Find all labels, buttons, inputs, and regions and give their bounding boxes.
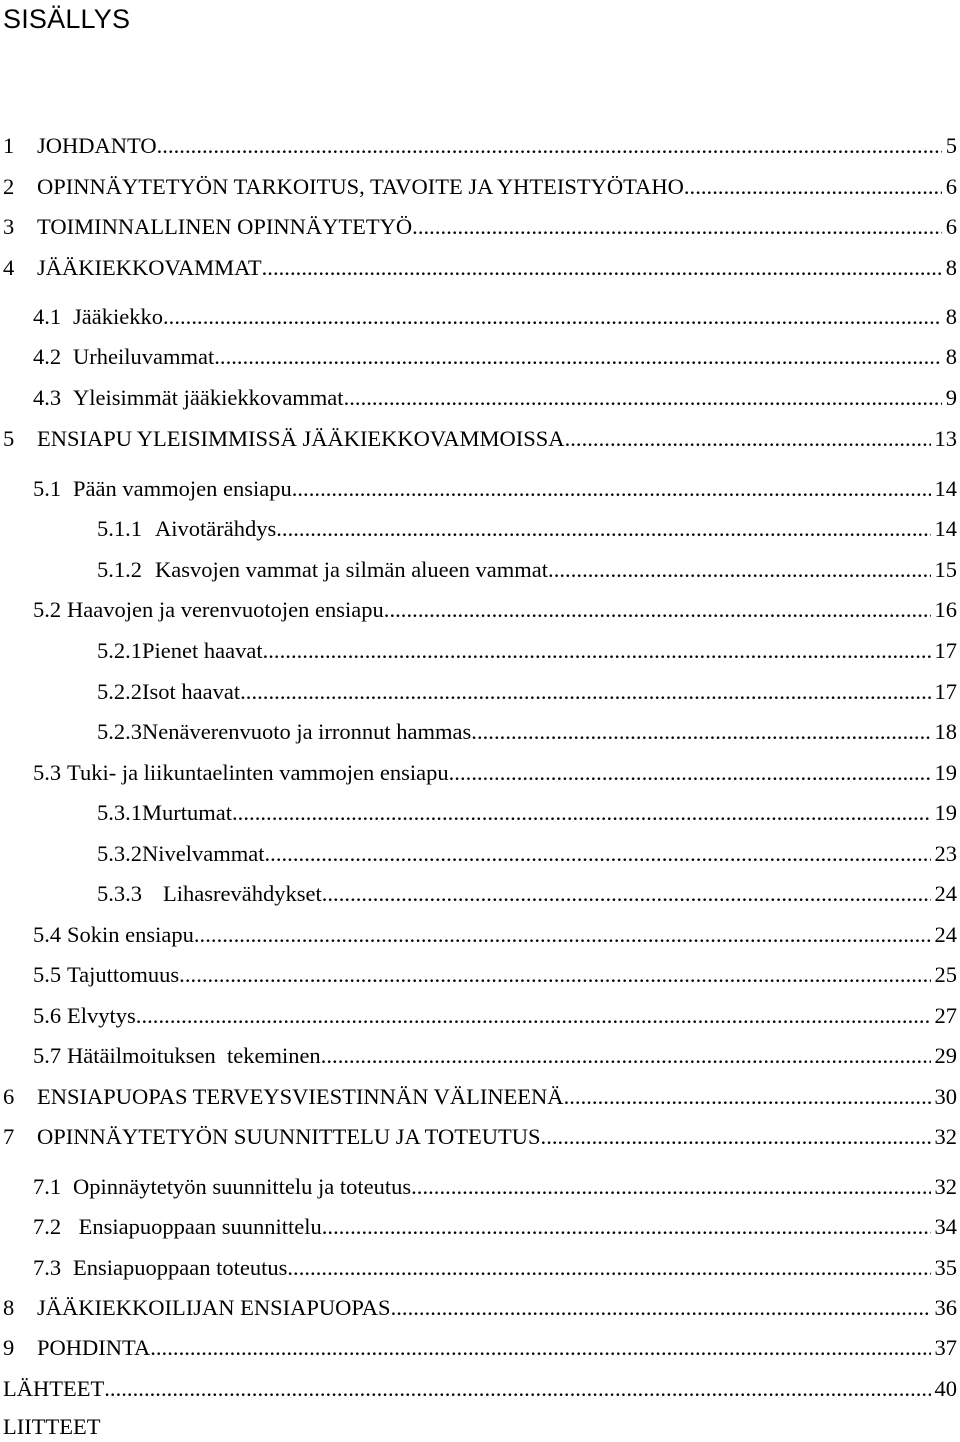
toc-entry-page: 35 [934,1255,957,1280]
toc-entry[interactable] [33,1253,957,1283]
toc-leader-dots [276,514,930,544]
toc-leader-dots [150,1333,930,1363]
toc-entry-label: JÄÄKIEKKOVAMMAT [37,255,262,280]
toc-entry-number: 5 [3,426,15,451]
toc-entry[interactable] [33,1001,957,1031]
toc-appendix-label[interactable]: LIITTEET [3,1414,101,1439]
toc-leader-dots [136,1001,931,1031]
toc-entry[interactable] [3,1082,957,1112]
toc-leader-dots [565,424,931,454]
toc-entry[interactable] [97,798,957,828]
toc-entry-label: OPINNÄYTETYÖN SUUNNITTELU JA TOTEUTUS [37,1124,541,1149]
toc-entry-page: 6 [945,214,957,239]
toc-entry-label: Ensiapuoppaan toteutus [73,1255,288,1280]
toc-entry-number: 5.1.2 [97,557,142,582]
toc-entry-number: 8 [3,1295,15,1320]
toc-leader-dots [564,1082,931,1112]
toc-entry-label: Tuki- ja liikuntaelinten vammojen ensiapu [67,760,449,785]
toc-entry-page: 16 [934,597,957,622]
toc-entry-label: Pään vammojen ensiapu [73,476,292,501]
toc-entry-page: 18 [934,719,957,744]
toc-entry-page: 19 [934,800,957,825]
toc-leader-dots [104,1374,930,1404]
toc-entry-label: ENSIAPU YLEISIMMISSÄ JÄÄKIEKKOVAMMOISSA [37,426,565,451]
toc-entry[interactable] [97,839,957,869]
toc-leader-dots [541,1122,931,1152]
toc-entry-page: 34 [934,1214,957,1239]
toc-entry-page: 17 [934,679,957,704]
toc-entry-label: Yleisimmät jääkiekkovammat [73,385,344,410]
toc-entry-page: 29 [934,1043,957,1068]
toc-entry-number: 5.3.2 [97,841,142,866]
toc-entry-page: 32 [934,1124,957,1149]
toc-leader-dots [214,342,942,372]
toc-leader-dots [412,212,942,242]
toc-entry-page: 15 [934,557,957,582]
toc-leader-dots [163,302,942,332]
toc-entry[interactable] [3,253,957,283]
toc-leader-dots [179,960,930,990]
toc-entry-number: 1 [3,133,15,158]
toc-leader-dots [232,798,931,828]
toc-entry[interactable] [33,383,957,413]
toc-leader-dots [264,839,930,869]
toc-entry[interactable] [3,1333,957,1363]
toc-entry-page: 8 [945,344,957,369]
toc-entry-page: 8 [945,304,957,329]
toc-entry-number: 3 [3,214,15,239]
toc-entry-label: Urheiluvammat [73,344,215,369]
toc-entry-label: Opinnäytetyön suunnittelu ja toteutus [73,1174,412,1199]
toc-entry-page: 6 [945,174,957,199]
toc-entry[interactable] [97,717,957,747]
toc-leader-dots [322,879,931,909]
toc-entry[interactable] [97,677,957,707]
toc-entry-label: Nivelvammat [142,841,265,866]
toc-entry-page: 14 [934,516,957,541]
toc-leader-dots [287,1253,930,1283]
toc-entry-page: 5 [945,133,957,158]
toc-entry-page: 17 [934,638,957,663]
toc-entry-label: Haavojen ja verenvuotojen ensiapu [67,597,384,622]
page-title: SISÄLLYS [3,4,131,34]
toc-entry-page: 36 [934,1295,957,1320]
toc-entry-number: 7.3 [33,1255,62,1280]
toc-entry-label: JOHDANTO [37,133,157,158]
toc-entry-label: Isot haavat [142,679,241,704]
toc-entry-label: Pienet haavat [142,638,263,663]
toc-entry[interactable] [33,960,957,990]
toc-entry-page: 14 [934,476,957,501]
toc-leader-dots [344,383,942,413]
toc-leader-dots [471,717,930,747]
toc-entry-number: 5.2.3 [97,719,142,744]
toc-leader-dots [321,1041,931,1071]
toc-entry-number: 4 [3,255,15,280]
toc-entry[interactable] [3,1374,957,1404]
toc-leader-dots [684,172,942,202]
toc-entry-page: 13 [934,426,957,451]
toc-entry[interactable] [33,1212,957,1242]
toc-entry-page: 8 [945,255,957,280]
toc-entry-page: 30 [934,1084,957,1109]
toc-entry[interactable] [3,1293,957,1323]
toc-entry[interactable] [33,1041,957,1071]
toc-entry-page: 19 [934,760,957,785]
toc-leader-dots [262,253,942,283]
toc-entry[interactable] [33,920,957,950]
toc-entry-number: 7 [3,1124,15,1149]
toc-entry-number: 5.1.1 [97,516,142,541]
toc-entry[interactable] [97,555,957,585]
toc-entry-number: 4.2 [33,344,62,369]
toc-entry-number: 7.2 [33,1214,62,1239]
toc-entry-label: Tajuttomuus [67,962,180,987]
toc-entry[interactable] [33,758,957,788]
toc-entry-number: 2 [3,174,15,199]
toc-entry-page: 23 [934,841,957,866]
toc-entry-page: 40 [934,1376,957,1401]
toc-entry[interactable] [33,1172,957,1202]
toc-entry-label: TOIMINNALLINEN OPINNÄYTETYÖ [37,214,413,239]
toc-entry-number: 5.3.1 [97,800,142,825]
toc-leader-dots [391,1293,931,1323]
toc-entry-number: 5.7 [33,1043,62,1068]
toc-entry[interactable] [3,212,957,242]
toc-entry-number: 5.2.2 [97,679,142,704]
toc-entry-label: Lihasrevähdykset [163,881,322,906]
toc-entry-label: Elvytys [67,1003,136,1028]
toc-entry-page: 27 [934,1003,957,1028]
toc-entry-label: Hätäilmoituksen tekeminen [67,1043,321,1068]
toc-entry[interactable] [97,514,957,544]
toc-leader-dots [263,636,931,666]
toc-leader-dots [157,131,942,161]
toc-entry-page: 37 [934,1335,957,1360]
toc-entry-number: 4.3 [33,385,62,410]
toc-entry[interactable] [3,1122,957,1152]
toc-entry-label: Jääkiekko [73,304,163,329]
toc-entry[interactable] [33,342,957,372]
toc-entry[interactable] [97,879,957,909]
toc-leader-dots [322,1212,931,1242]
toc-entry[interactable] [3,131,957,161]
toc-leader-dots [384,595,931,625]
toc-leader-dots [411,1172,930,1202]
toc-entry-label: Murtumat [142,800,232,825]
toc-entry-number: 5.6 [33,1003,62,1028]
toc-entry-page: 25 [934,962,957,987]
toc-entry-label: Aivotärähdys [155,516,277,541]
toc-entry-number: 5.2.1 [97,638,142,663]
toc-leader-dots [194,920,931,950]
toc-entry-number: 5.5 [33,962,62,987]
toc-entry-number: 4.1 [33,304,62,329]
toc-entry-number: 5.1 [33,476,62,501]
toc-entry[interactable] [3,424,957,454]
toc-entry-number: 5.3.3 [97,881,142,906]
toc-leader-dots [292,474,931,504]
toc-entry-number: 9 [3,1335,15,1360]
toc-entry-number: 7.1 [33,1174,62,1199]
toc-entry-number: 5.2 [33,597,62,622]
toc-entry-label: Kasvojen vammat ja silmän alueen vammat [155,557,549,582]
toc-entry-label: Sokin ensiapu [67,922,194,947]
toc-entry-page: 32 [934,1174,957,1199]
toc-entry-number: 5.4 [33,922,62,947]
toc-entry[interactable] [3,172,957,202]
toc-entry-number: 5.3 [33,760,62,785]
toc-entry-label: Ensiapuoppaan suunnittelu [73,1214,322,1239]
toc-leader-dots [548,555,930,585]
toc-entry[interactable] [33,474,957,504]
toc-entry-label: Nenäverenvuoto ja irronnut hammas [142,719,472,744]
toc-entry-page: 24 [934,881,957,906]
toc-entry[interactable] [33,595,957,625]
toc-entry-label: ENSIAPUOPAS TERVEYSVIESTINNÄN VÄLINEENÄ [37,1084,564,1109]
toc-entry-label: LÄHTEET [3,1376,105,1401]
toc-entry-number: 6 [3,1084,15,1109]
toc-leader-dots [240,677,930,707]
toc-entry-page: 9 [945,385,957,410]
toc-entry-label: JÄÄKIEKKOILIJAN ENSIAPUOPAS [37,1295,391,1320]
toc-entry-page: 24 [934,922,957,947]
toc-entry[interactable] [97,636,957,666]
toc-leader-dots [449,758,931,788]
toc-entry[interactable] [33,302,957,332]
toc-entry-label: OPINNÄYTETYÖN TARKOITUS, TAVOITE JA YHTEISTYÖTAHO [37,174,684,199]
toc-entry-label: POHDINTA [37,1335,151,1360]
